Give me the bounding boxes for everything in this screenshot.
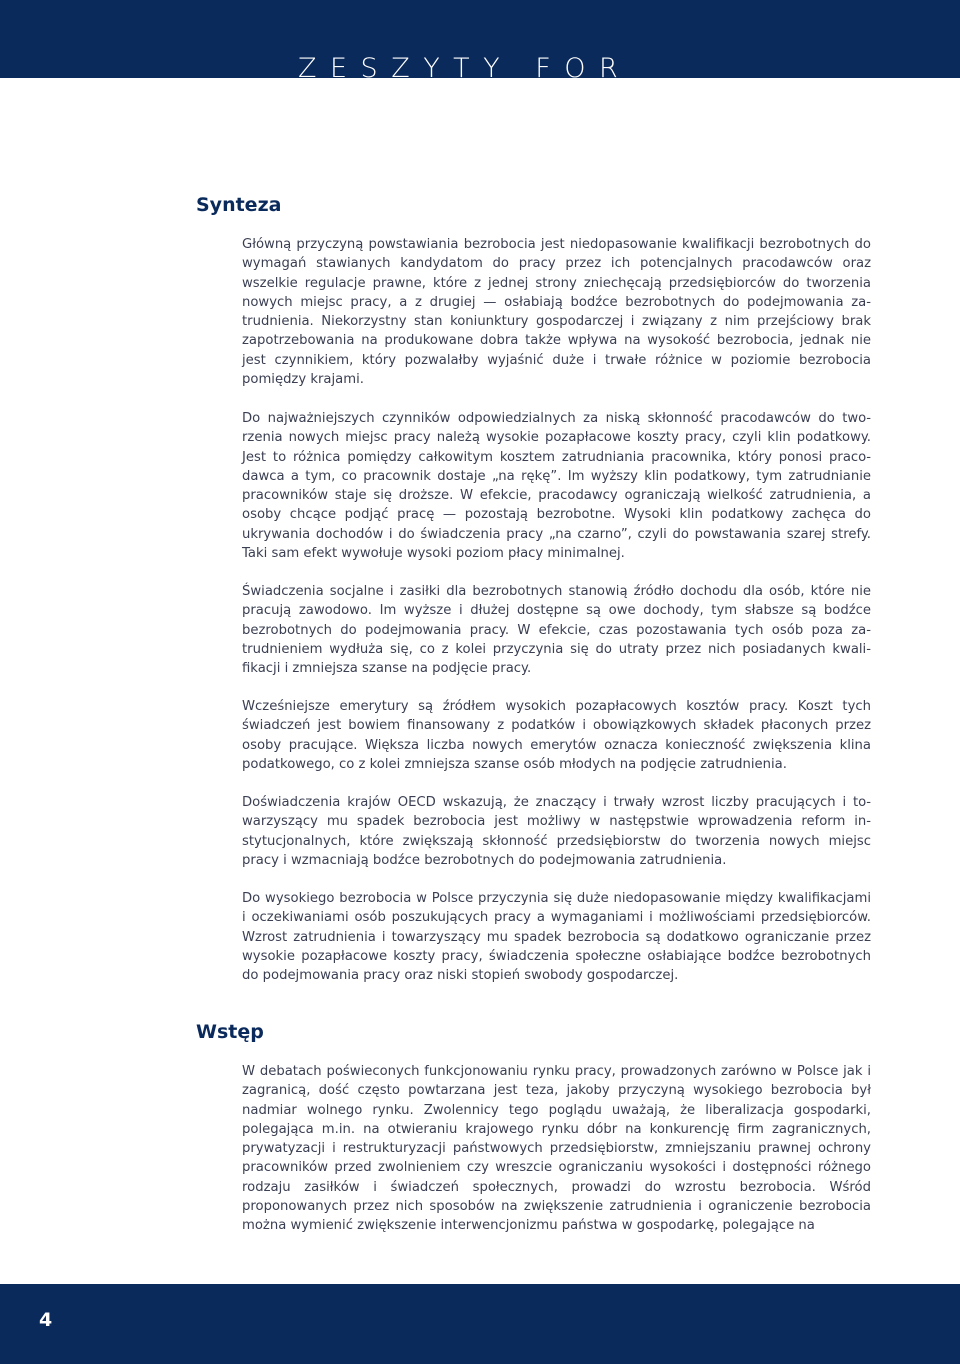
header-banner: [0, 0, 960, 84]
synteza-paragraph-3: Świadczenia socjalne i zasiłki dla bezrobotnych stanowią źródło dochodu dla osób, które nie pracują zawodowo. Im wyższe i dłużej dostępne są owe dochody, tym słabsze są bodźce bezrobotnych do podejmowania pracy. W efekcie, czas pozostawania tych osób poza zatrudnieniem wydłuża się, co z kolei przyczynia się do utraty przez nich posiadanych kwalifikacji i zmniejsza szanse na podjęcie pracy.: [242, 584, 871, 677]
wstep-paragraph-1: W debatach poświeconych funkcjonowaniu rynku pracy, prowadzonych zarówno w Polsce jak i zagranicą, dość często powtarzana jest teza, jakoby przyczyną wysokiego bezrobocia był nadmiar wolnego rynku. Zwolennicy tego poglądu uważają, że liberalizacja gospodarki, polegająca m.in. na otwieraniu krajowego rynku dóbr na konkurencję firm zagranicznych, prywatyzacji i restrukturyzacji państwowych przedsiębiorstw, zmniejszaniu prawnej ochrony pracowników przed zwolnieniem czy wreszcie ograniczaniu wysokości i dostępności różnego rodzaju zasiłków i świadczeń społecznych, prowadzi do wzrostu bezrobocia. Wśród proponowanych przez nich sposobów na zwiększenie zatrudnienia i ograniczenie bezrobocia można wymienić zwiększenie interwencjonizmu państwa w gospodarkę, polegające na: [242, 1064, 871, 1234]
synteza-paragraph-1: Główną przyczyną powstawiania bezrobocia jest niedopasowanie kwalifikacji bezrobotnych do wymagań stawianych kandydatom do pracy przez ich potencjalnych pracodawców oraz wszelkie regulacje prawne, które z jednej strony zniechęcają przedsiębiorców do tworzenia nowych miejsc pracy, a z drugiej — osłabiają bodźce bezrobotnych do podejmowania zatrudnienia. Niekorzystny stan koniunktury gospodarczej i związany z nim przejściowy brak zapotrzebowania na produkowane dobra także wpływa na wysokość bezrobocia, jednak nie jest czynnikiem, który pozwalałby wyjaśnić duże i trwałe różnice w poziomie bezrobocia pomiędzy krajami.: [242, 237, 871, 388]
section-heading-synteza: Synteza: [196, 194, 282, 216]
synteza-paragraph-4: Wcześniejsze emerytury są źródłem wysokich pozapłacowych kosztów pracy. Koszt tych świadczeń jest bowiem finansowany z podatków i obowiązkowych składek płaconych przez osoby pracujące. Większa liczba nowych emerytów oznacza konieczność zwiększenia klina podatkowego, co z kolei zmniejsza szanse osób młodych na podjęcie zatrudnienia.: [242, 699, 871, 772]
synteza-paragraph-2: Do najważniejszych czynników odpowiedzialnych za niską skłonność pracodawców do tworzenia nowych miejsc pracy należą wysokie pozapłacowe koszty pracy, czyli klin podatkowy. Jest to różnica pomiędzy całkowitym kosztem zatrudniania pracownika, który ponosi pracodawca a tym, co pracownik dostaje „na rękę”. Im wyższy klin podatkowy, tym zatrudnianie pracowników staje się droższe. W efekcie, pracodawcy ograniczają wielkość zatrudnienia, a osoby chcące podjąć pracę — pozostają bezrobotne. Wysoki klin podatkowy zachęca do ukrywania dochodów i do świadczenia pracy „na czarno”, czyli do powstawania szarej strefy. Taki sam efekt wywołuje wysoki poziom płacy minimalnej.: [242, 411, 871, 562]
synteza-paragraph-5: Doświadczenia krajów OECD wskazują, że znaczący i trwały wzrost liczby pracujących i towarzyszący mu spadek bezrobocia jest możliwy w następstwie wprowadzenia reform instytucjonalnych, które zwiększają skłonność przedsiębiorstw do tworzenia nowych miejsc pracy i wzmacniają bodźce bezrobotnych do podejmowania zatrudnienia.: [242, 795, 871, 868]
page-number: 4: [39, 1309, 53, 1331]
synteza-paragraph-6: Do wysokiego bezrobocia w Polsce przyczynia się duże niedopasowanie między kwalifikacjami i oczekiwaniami osób poszukujących pracy a wymaganiami i możliwościami przedsiębiorców. Wzrost zatrudnienia i towarzyszący mu spadek bezrobocia są dodatkowo ograniczanie przez wysokie pozapłacowe koszty pracy, świadczenia społeczne osłabiające bodźce bezrobotnych do podejmowania pracy oraz niski stopień swobody gospodarczej.: [242, 891, 871, 984]
series-title: ZESZYTY FOR: [298, 53, 632, 84]
section-heading-wstep: Wstęp: [196, 1021, 264, 1043]
footer-banner: [0, 1284, 960, 1364]
